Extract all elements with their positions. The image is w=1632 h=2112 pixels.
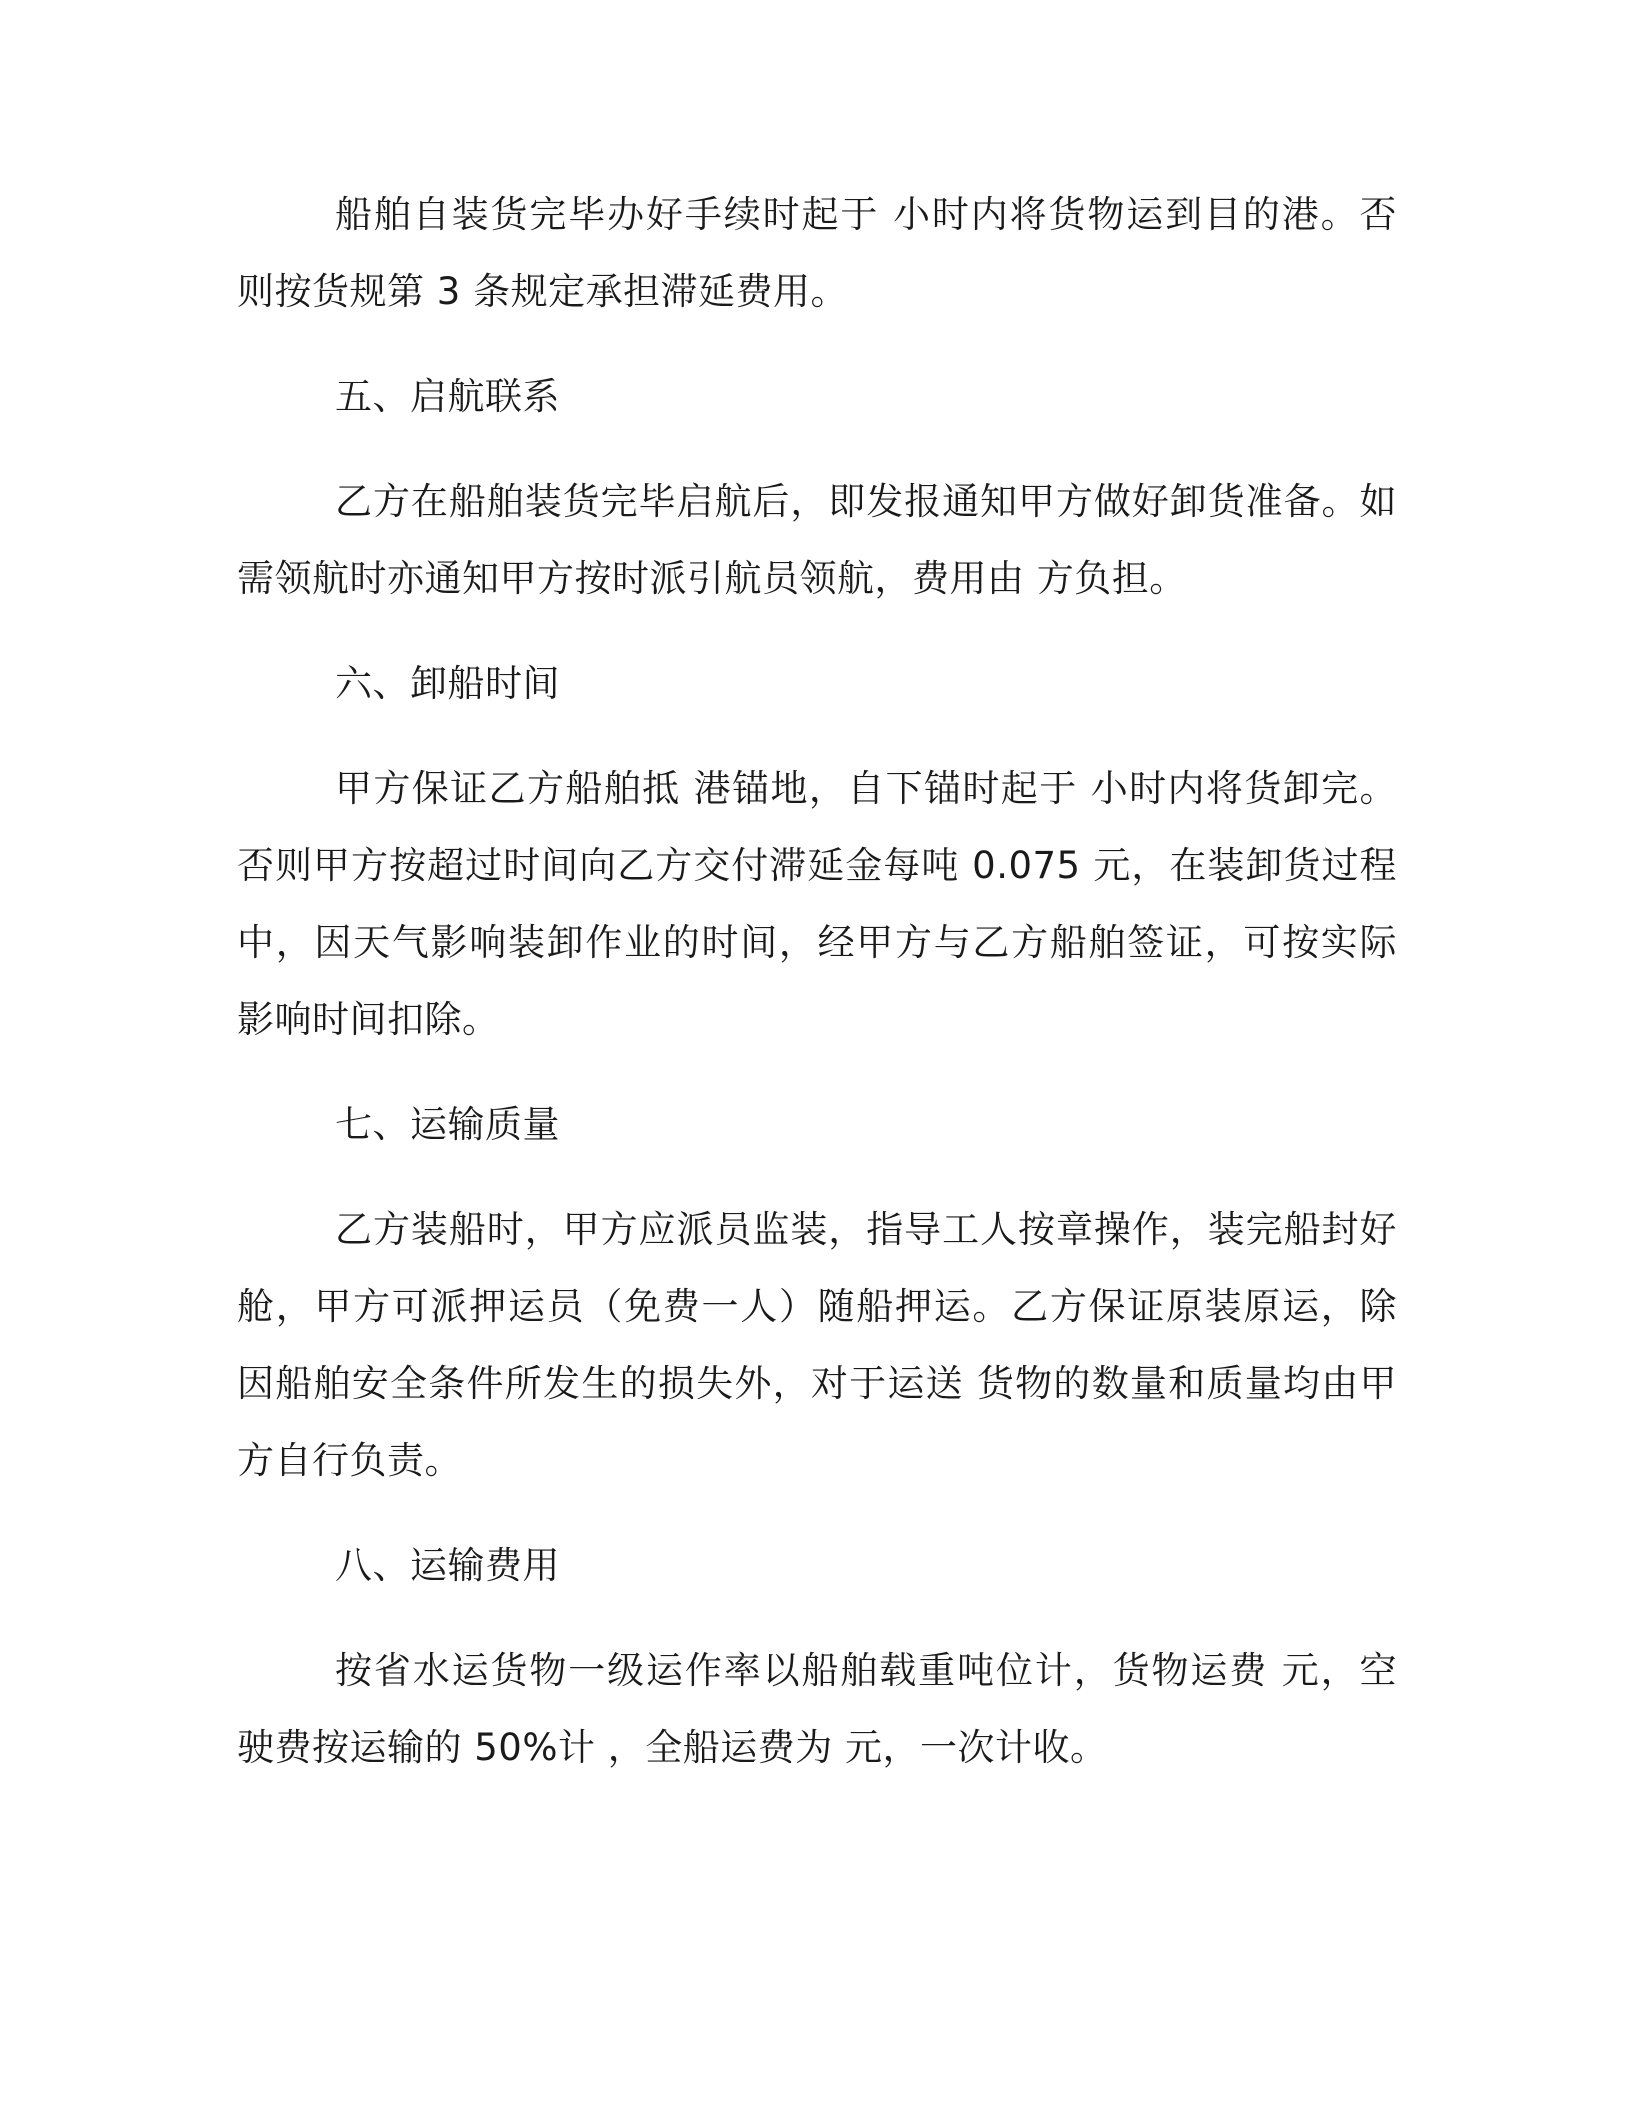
paragraph-departure-contact: 乙方在船舶装货完毕启航后，即发报通知甲方做好卸货准备。如需领航时亦通知甲方按时派引航员领航，费用由 方负担。 — [237, 480, 1397, 600]
section-heading-departure-contact: 五、启航联系 — [335, 375, 560, 418]
paragraph-unloading-time: 甲方保证乙方船舶抵 港锚地，自下锚时起于 小时内将货卸完。否则甲方按超过时间向乙方交付滞延金每吨 0.075 元，在装卸货过程中，因天气影响装卸作业的时间，经甲方与乙方船舶签证，可按实际影响时间扣除。 — [237, 767, 1397, 1041]
paragraph-transport-fees: 按省水运货物一级运作率以船舶载重吨位计，货物运费 元，空驶费按运输的 50%计 ，全船运费为 元，一次计收。 — [237, 1649, 1397, 1769]
section-heading-unloading-time: 六、卸船时间 — [335, 662, 560, 705]
section-heading-transport-quality: 七、运输质量 — [335, 1103, 560, 1146]
paragraph-arrival-time: 船舶自装货完毕办好手续时起于 小时内将货物运到目的港。否则按货规第 3 条规定承担滞延费用。 — [237, 193, 1397, 313]
section-heading-transport-fees: 八、运输费用 — [335, 1544, 560, 1587]
paragraph-transport-quality: 乙方装船时，甲方应派员监装，指导工人按章操作，装完船封好舱，甲方可派押运员（免费一人）随船押运。乙方保证原装原运，除因船舶安全条件所发生的损失外，对于运送 货物的数量和质量均由甲方自行负责。 — [237, 1208, 1397, 1482]
document-body — [237, 176, 1397, 1814]
